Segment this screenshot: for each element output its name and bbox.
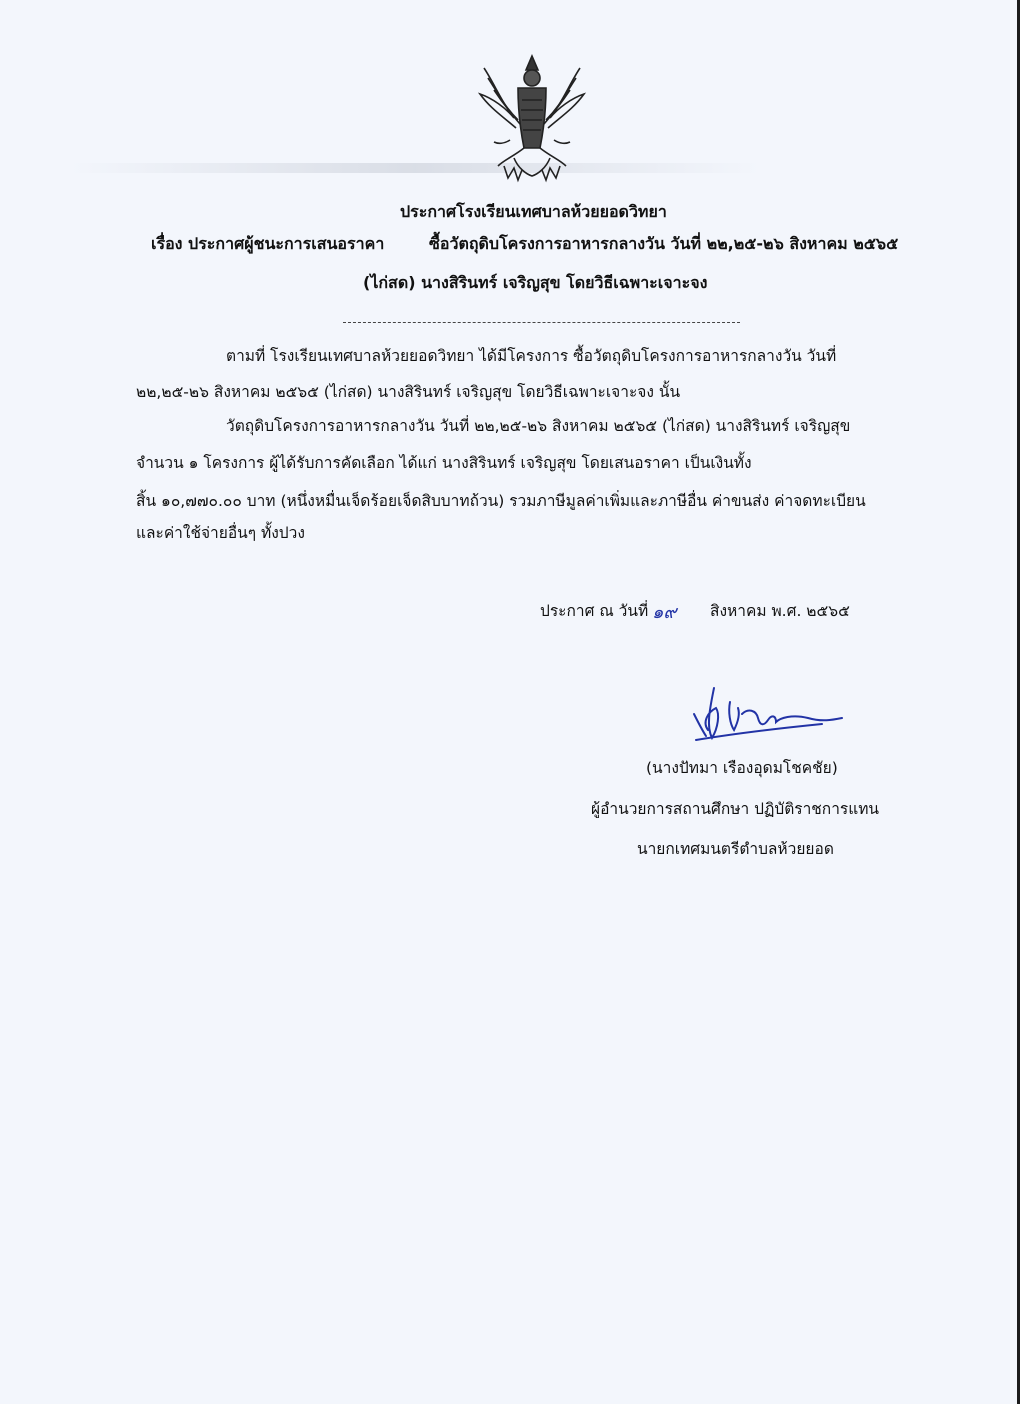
header-divider <box>343 322 740 323</box>
subject-line-2: (ไก่สด) นางสิรินทร์ เจริญสุข โดยวิธีเฉพาะเจาะจง <box>363 273 708 292</box>
handwritten-signature-icon <box>672 678 852 748</box>
paragraph-1-line-1: ตามที่ โรงเรียนเทศบาลห้วยยอดวิทยา ได้มีโครงการ ซื้อวัตถุดิบโครงการอาหารกลางวัน วันที่ <box>226 347 837 365</box>
subject-detail: ซื้อวัตถุดิบโครงการอาหารกลางวัน วันที่ ๒๒,๒๕-๒๖ สิงหาคม ๒๕๖๕ <box>429 234 899 253</box>
paragraph-2-line-1: วัตถุดิบโครงการอาหารกลางวัน วันที่ ๒๒,๒๕-๒๖ สิงหาคม ๒๕๖๕ (ไก่สด) นางสิรินทร์ เจริญสุข <box>226 417 851 435</box>
signatory-position-2: นายกเทศมนตรีตำบลห้วยยอด <box>637 840 834 858</box>
garuda-emblem-icon <box>474 48 590 188</box>
paragraph-2-line-4: และค่าใช้จ่ายอื่นๆ ทั้งปวง <box>136 524 305 542</box>
signatory-position-1: ผู้อำนวยการสถานศึกษา ปฏิบัติราชการแทน <box>591 800 880 818</box>
announce-suffix: สิงหาคม พ.ศ. ๒๕๖๕ <box>710 602 850 620</box>
announce-day-handwritten: ๑๙ <box>652 602 677 623</box>
signatory-name: (นางปัทมา เรืองอุดมโชคชัย) <box>646 759 838 777</box>
paragraph-2-line-3: สิ้น ๑๐,๗๗๐.๐๐ บาท (หนึ่งหมื่นเจ็ดร้อยเจ็ดสิบบาทถ้วน) รวมภาษีมูลค่าเพิ่มและภาษีอื่น ค่าขนส่ง ค่าจดทะเบียน <box>136 492 866 510</box>
paragraph-1-line-2: ๒๒,๒๕-๒๖ สิงหาคม ๒๕๖๕ (ไก่สด) นางสิรินทร์ เจริญสุข โดยวิธีเฉพาะเจาะจง นั้น <box>136 383 681 401</box>
subject-label: เรื่อง ประกาศผู้ชนะการเสนอราคา <box>151 234 385 253</box>
scan-streak <box>70 163 760 173</box>
announce-prefix: ประกาศ ณ วันที่ <box>540 602 649 620</box>
document-title: ประกาศโรงเรียนเทศบาลห้วยยอดวิทยา <box>400 202 667 221</box>
paragraph-2-line-2: จำนวน ๑ โครงการ ผู้ได้รับการคัดเลือก ได้แก่ นางสิรินทร์ เจริญสุข โดยเสนอราคา เป็นเงินทั้ง <box>136 454 752 472</box>
